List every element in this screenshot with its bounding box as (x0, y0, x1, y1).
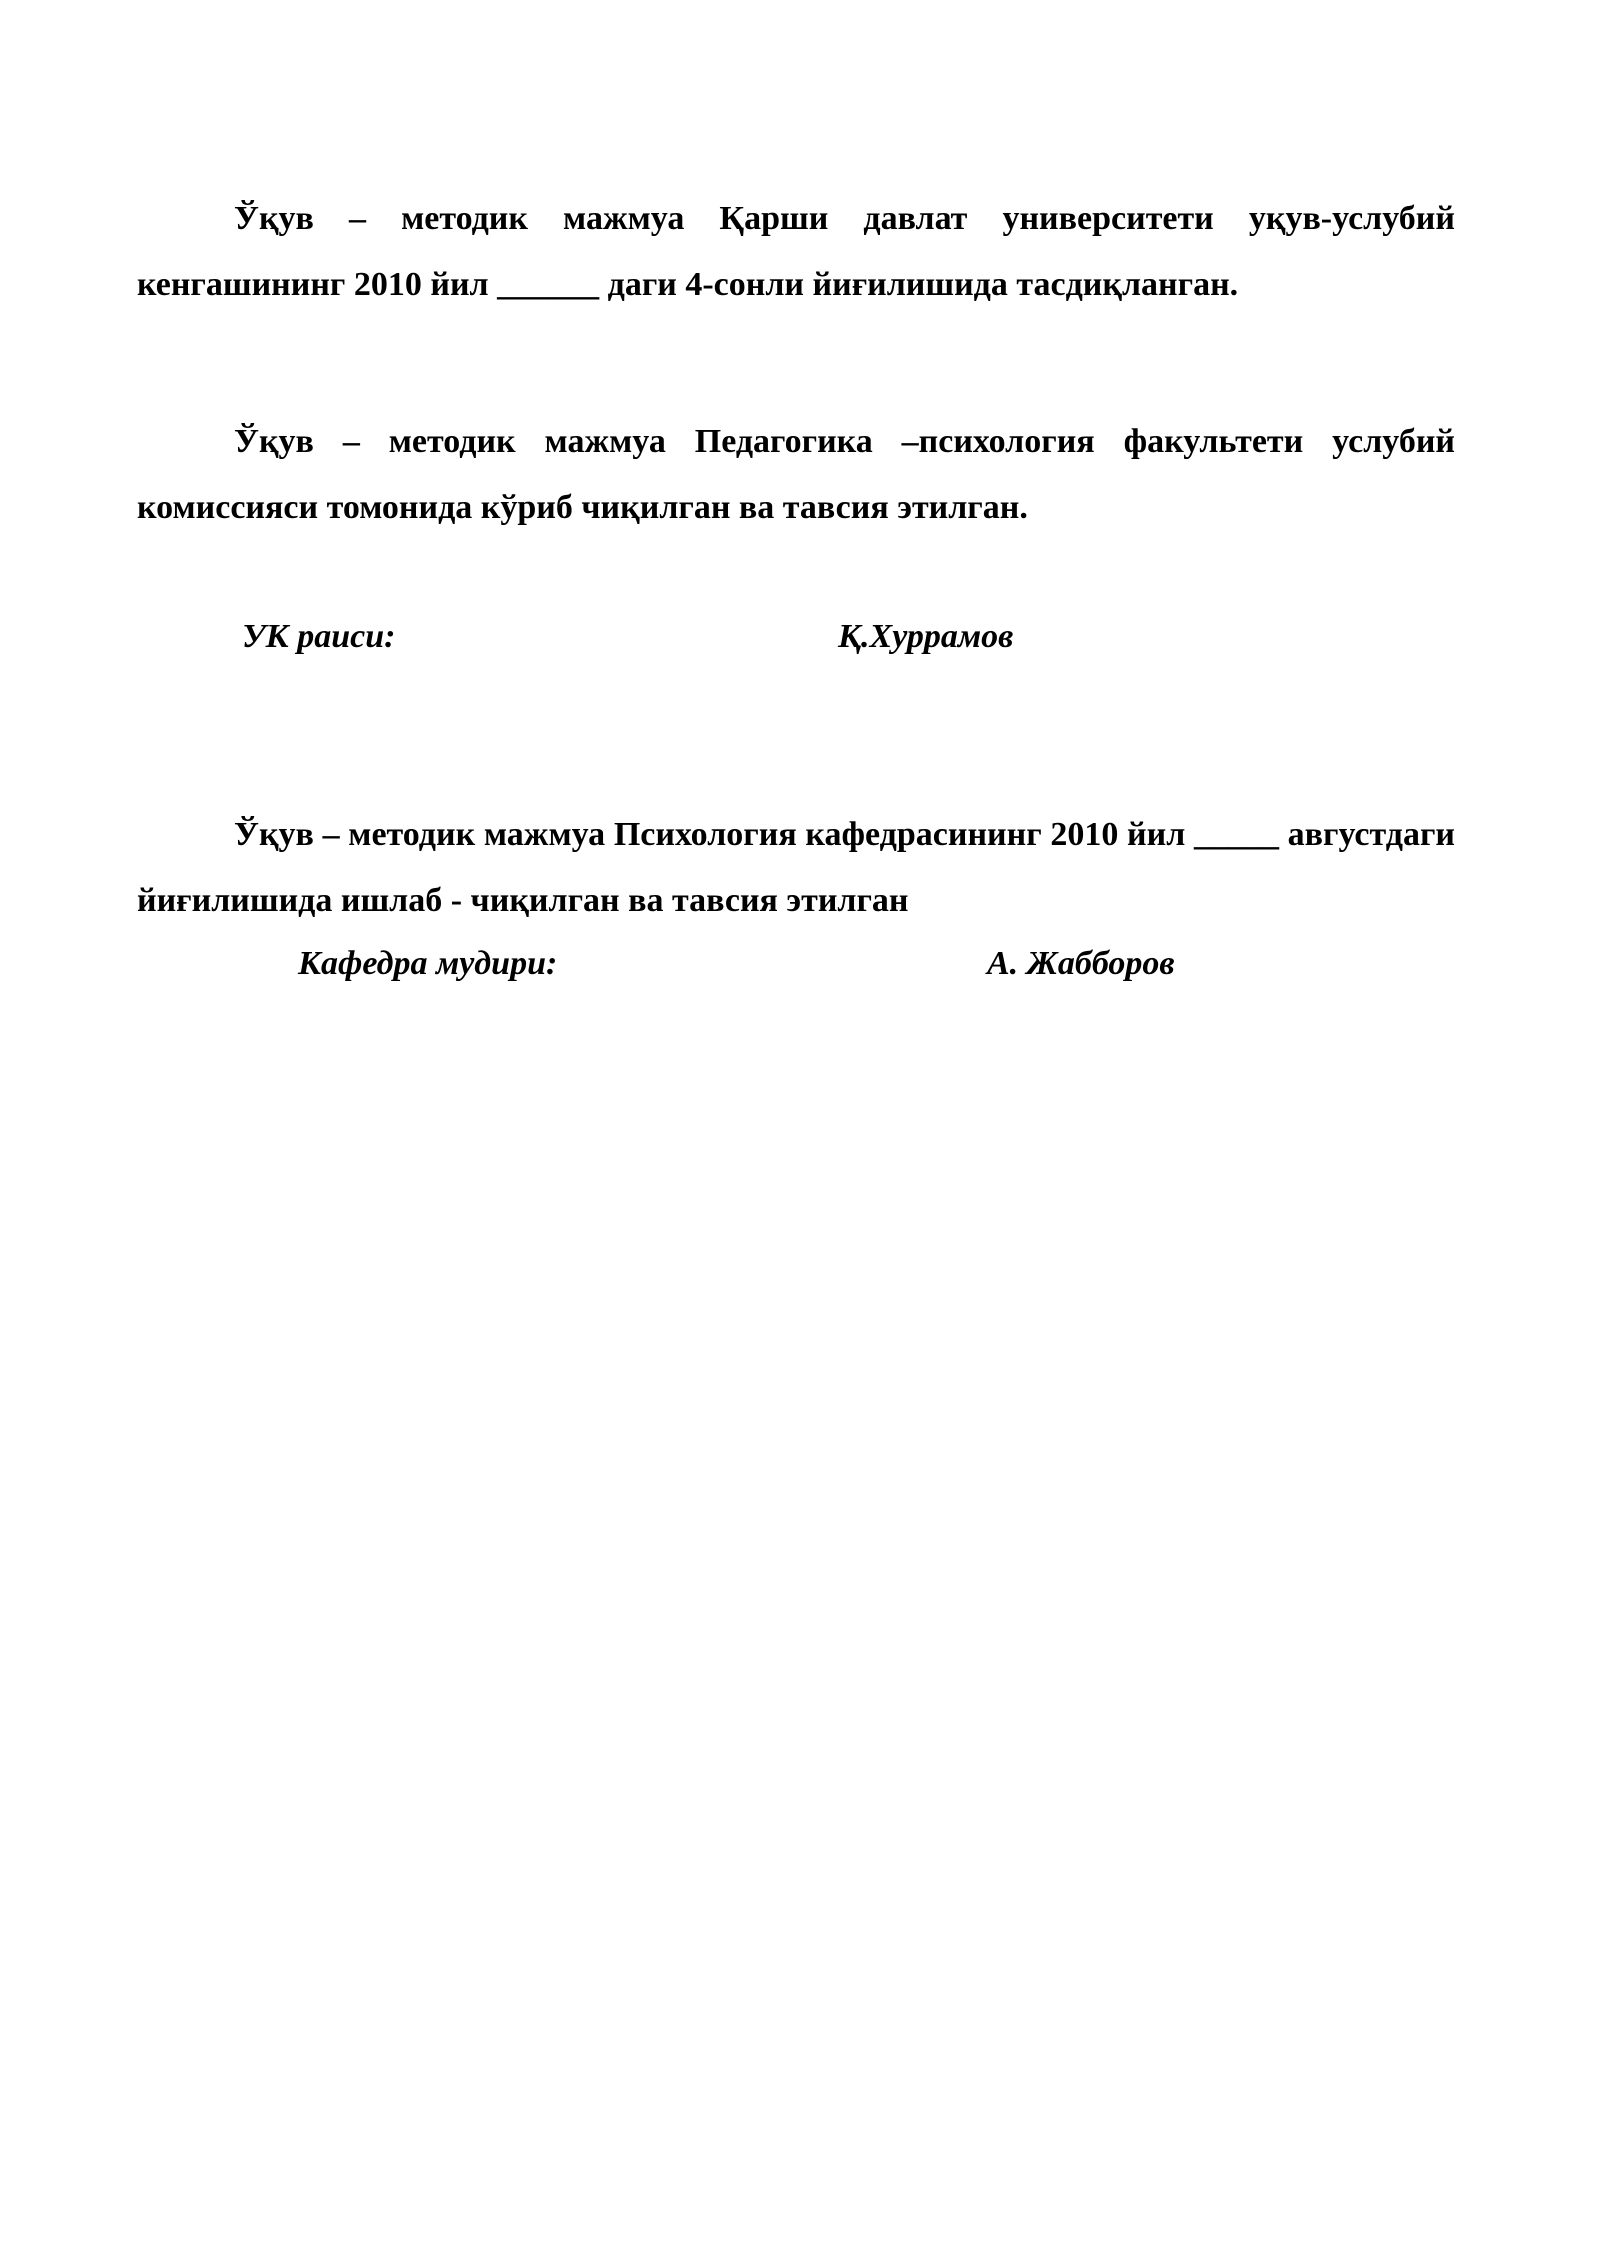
commission-chair-name: Қ.Хуррамов (838, 618, 1014, 655)
department-meeting-paragraph: Ўқув – методик мажмуа Психология кафедрасининг 2010 йил _____ августдаги йиғилишида ишлаб - чиқилган ва тавсия этилган (137, 816, 1455, 919)
department-head-name: А. Жабборов (987, 945, 1175, 982)
department-head-label: Кафедра мудири: (298, 945, 558, 982)
commission-chair-label: УК раиси: (242, 618, 396, 655)
faculty-commission-paragraph: Ўқув – методик мажмуа Педагогика –психология факультети услубий комиссияси томонида кўриб чиқилган ва тавсия этилган. (137, 423, 1455, 526)
approval-council-paragraph: Ўқув – методик мажмуа Қарши давлат университети уқув-услубий кенгашининг 2010 йил ______ даги 4-сонли йиғилишида тасдиқланган. (137, 200, 1455, 303)
